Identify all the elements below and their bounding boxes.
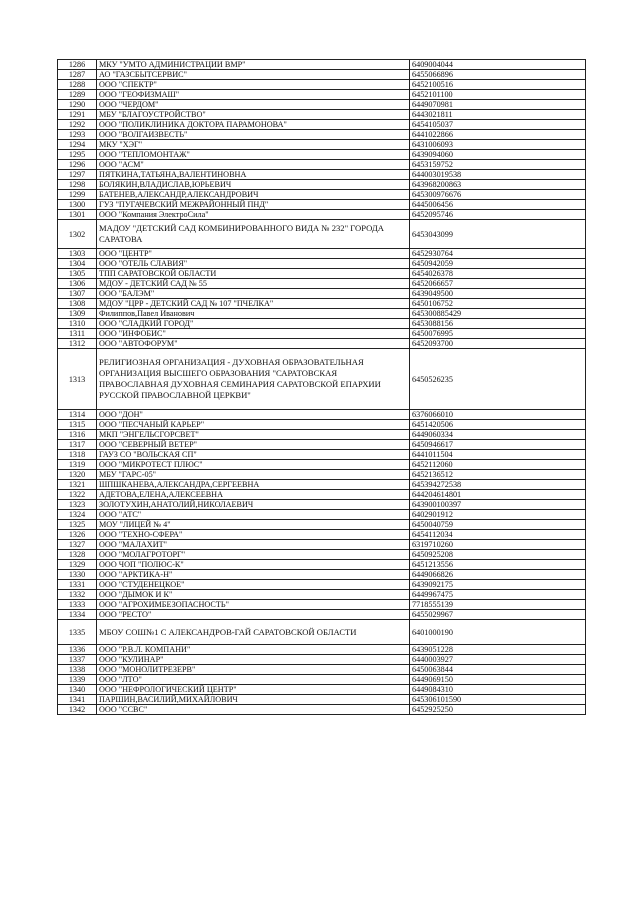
inn-cell: 7718555139 [410, 600, 586, 610]
organization-name-cell: МКП "ЭНГЕЛЬСГОРСВЕТ" [97, 430, 410, 440]
table-row [58, 150, 586, 160]
inn-cell: 6450040759 [410, 520, 586, 530]
table-row [58, 655, 586, 665]
table-row [58, 450, 586, 460]
table-row [58, 140, 586, 150]
organization-name-cell: ООО "АТС" [97, 510, 410, 520]
organization-name-cell: МКУ "УМТО АДМИНИСТРАЦИИ ВМР" [97, 60, 410, 70]
row-number-cell: 1336 [58, 645, 97, 655]
table-row [58, 520, 586, 530]
table-row [58, 620, 586, 645]
inn-cell: 6443021811 [410, 110, 586, 120]
row-number-cell: 1316 [58, 430, 97, 440]
organization-name-cell: АО "ГАЗСБЫТСЕРВИС" [97, 70, 410, 80]
row-number-cell: 1329 [58, 560, 97, 570]
table-row [58, 259, 586, 269]
inn-cell: 6452100516 [410, 80, 586, 90]
row-number-cell: 1290 [58, 100, 97, 110]
organization-name-cell: ООО "ЛТО" [97, 675, 410, 685]
row-number-cell: 1295 [58, 150, 97, 160]
organization-name-cell: БОЛЯКИН,ВЛАДИСЛАВ,ЮРЬЕВИЧ [97, 180, 410, 190]
organization-name-cell: ООО "ГЕОФИЗМАШ" [97, 90, 410, 100]
table-row [58, 550, 586, 560]
table-row [58, 600, 586, 610]
organization-name-cell: ООО "ССВС" [97, 705, 410, 715]
registry-table [57, 59, 586, 715]
row-number-cell: 1337 [58, 655, 97, 665]
table-row [58, 500, 586, 510]
organization-name-cell: БАТЕНЕВ,АЛЕКСАНДР,АЛЕКСАНДРОВИЧ [97, 190, 410, 200]
inn-cell: 6431006093 [410, 140, 586, 150]
inn-cell: 6450106752 [410, 299, 586, 309]
inn-cell: 6452093700 [410, 339, 586, 349]
table-row [58, 130, 586, 140]
inn-cell: 6454112034 [410, 530, 586, 540]
table-row [58, 269, 586, 279]
inn-cell: 6445006456 [410, 200, 586, 210]
organization-name-cell: ООО "ДЫМОК И К" [97, 590, 410, 600]
table-row [58, 645, 586, 655]
inn-cell: 6452930764 [410, 249, 586, 259]
row-number-cell: 1324 [58, 510, 97, 520]
table-row [58, 279, 586, 289]
table-row [58, 100, 586, 110]
row-number-cell: 1319 [58, 460, 97, 470]
row-number-cell: 1313 [58, 349, 97, 410]
row-number-cell: 1322 [58, 490, 97, 500]
row-number-cell: 1292 [58, 120, 97, 130]
row-number-cell: 1339 [58, 675, 97, 685]
inn-cell: 6452112060 [410, 460, 586, 470]
table-row [58, 110, 586, 120]
row-number-cell: 1300 [58, 200, 97, 210]
inn-cell: 6450526235 [410, 349, 586, 410]
organization-name-cell: РЕЛИГИОЗНАЯ ОРГАНИЗАЦИЯ - ДУХОВНАЯ ОБРАЗОВАТЕЛЬНАЯ ОРГАНИЗАЦИЯ ВЫСШЕГО ОБРАЗОВАНИЯ "САРАТОВСКАЯ ПРАВОСЛАВНАЯ ДУХОВНАЯ СЕМИНАРИЯ САРАТОВСКОЙ ЕПАРХИИ РУССКОЙ ПРАВОСЛАВНОЙ ЦЕРКВИ" [97, 349, 410, 410]
row-number-cell: 1310 [58, 319, 97, 329]
inn-cell: 6452095746 [410, 210, 586, 220]
row-number-cell: 1308 [58, 299, 97, 309]
inn-cell: 6402901912 [410, 510, 586, 520]
registry-table-body [58, 60, 586, 715]
inn-cell: 6449084310 [410, 685, 586, 695]
row-number-cell: 1333 [58, 600, 97, 610]
inn-cell: 645300976676 [410, 190, 586, 200]
row-number-cell: 1303 [58, 249, 97, 259]
row-number-cell: 1307 [58, 289, 97, 299]
table-row [58, 665, 586, 675]
inn-cell: 6450063844 [410, 665, 586, 675]
inn-cell: 6440003927 [410, 655, 586, 665]
table-row [58, 590, 586, 600]
table-row [58, 510, 586, 520]
table-row [58, 349, 586, 410]
organization-name-cell: ООО "АГРОХИМБЕЗОПАСНОСТЬ" [97, 600, 410, 610]
row-number-cell: 1311 [58, 329, 97, 339]
organization-name-cell: ООО "ОТЕЛЬ СЛАВИЯ" [97, 259, 410, 269]
inn-cell: 6451213556 [410, 560, 586, 570]
organization-name-cell: ООО "ЦЕНТР" [97, 249, 410, 259]
inn-cell: 643900100397 [410, 500, 586, 510]
organization-name-cell: ООО "ДОН" [97, 410, 410, 420]
inn-cell: 6450925208 [410, 550, 586, 560]
table-row [58, 60, 586, 70]
row-number-cell: 1294 [58, 140, 97, 150]
organization-name-cell: ООО "Р.В.Л. КОМПАНИ" [97, 645, 410, 655]
inn-cell: 6439051228 [410, 645, 586, 655]
row-number-cell: 1342 [58, 705, 97, 715]
table-row [58, 299, 586, 309]
table-row [58, 200, 586, 210]
row-number-cell: 1312 [58, 339, 97, 349]
organization-name-cell: АДЕТОВА,ЕЛЕНА,АЛЕКСЕЕВНА [97, 490, 410, 500]
organization-name-cell: ООО "МАЛАХИТ" [97, 540, 410, 550]
row-number-cell: 1332 [58, 590, 97, 600]
table-row [58, 289, 586, 299]
organization-name-cell: Филиппов,Павел Иванович [97, 309, 410, 319]
inn-cell: 6452101100 [410, 90, 586, 100]
table-row [58, 160, 586, 170]
row-number-cell: 1330 [58, 570, 97, 580]
inn-cell: 6441011504 [410, 450, 586, 460]
table-row [58, 695, 586, 705]
table-row [58, 685, 586, 695]
organization-name-cell: ООО "ПЕСЧАНЫЙ КАРЬЕР" [97, 420, 410, 430]
organization-name-cell: ГАУЗ СО "ВОЛЬСКАЯ СП" [97, 450, 410, 460]
row-number-cell: 1335 [58, 620, 97, 645]
organization-name-cell: ООО "МИКРОТЕСТ ПЛЮС" [97, 460, 410, 470]
inn-cell: 6439092175 [410, 580, 586, 590]
organization-name-cell: ООО "СТУДЕНЕЦКОЕ" [97, 580, 410, 590]
organization-name-cell: ООО "КУЛИНАР" [97, 655, 410, 665]
inn-cell: 6449060334 [410, 430, 586, 440]
table-row [58, 470, 586, 480]
inn-cell: 6452066657 [410, 279, 586, 289]
table-row [58, 220, 586, 249]
table-row [58, 420, 586, 430]
row-number-cell: 1289 [58, 90, 97, 100]
inn-cell: 6439049500 [410, 289, 586, 299]
row-number-cell: 1320 [58, 470, 97, 480]
table-row [58, 329, 586, 339]
row-number-cell: 1288 [58, 80, 97, 90]
inn-cell: 6455066896 [410, 70, 586, 80]
organization-name-cell: ООО "ИНФОБИС" [97, 329, 410, 339]
document-page [57, 59, 585, 715]
organization-name-cell: МАДОУ "ДЕТСКИЙ САД КОМБИНИРОВАННОГО ВИДА № 232" ГОРОДА САРАТОВА [97, 220, 410, 249]
inn-cell: 645306101590 [410, 695, 586, 705]
inn-cell: 6451420506 [410, 420, 586, 430]
organization-name-cell: ООО "АРКТИКА-Н" [97, 570, 410, 580]
table-row [58, 70, 586, 80]
organization-name-cell: МБУ "БЛАГОУСТРОЙСТВО" [97, 110, 410, 120]
table-row [58, 309, 586, 319]
inn-cell: 6450076995 [410, 329, 586, 339]
organization-name-cell: ООО "ЧЕРДОМ" [97, 100, 410, 110]
inn-cell: 6450946617 [410, 440, 586, 450]
inn-cell: 6453088156 [410, 319, 586, 329]
inn-cell: 6454026378 [410, 269, 586, 279]
table-row [58, 180, 586, 190]
row-number-cell: 1309 [58, 309, 97, 319]
table-row [58, 249, 586, 259]
table-row [58, 675, 586, 685]
organization-name-cell: ООО "ТЕПЛОМОНТАЖ" [97, 150, 410, 160]
row-number-cell: 1297 [58, 170, 97, 180]
inn-cell: 6439094060 [410, 150, 586, 160]
table-row [58, 490, 586, 500]
organization-name-cell: МДОУ "ЦРР - ДЕТСКИЙ САД № 107 "ПЧЕЛКА" [97, 299, 410, 309]
inn-cell: 6449066826 [410, 570, 586, 580]
organization-name-cell: ООО "ПОЛИКЛИНИКА ДОКТОРА ПАРАМОНОВА" [97, 120, 410, 130]
table-row [58, 120, 586, 130]
organization-name-cell: ООО "АВТОФОРУМ" [97, 339, 410, 349]
row-number-cell: 1304 [58, 259, 97, 269]
organization-name-cell: ООО "СЛАДКИЙ ГОРОД" [97, 319, 410, 329]
inn-cell: 6449070981 [410, 100, 586, 110]
row-number-cell: 1315 [58, 420, 97, 430]
organization-name-cell: ООО "СПЕКТР" [97, 80, 410, 90]
inn-cell: 644003019538 [410, 170, 586, 180]
row-number-cell: 1286 [58, 60, 97, 70]
table-row [58, 170, 586, 180]
inn-cell: 645300885429 [410, 309, 586, 319]
organization-name-cell: МБУ "ГАРС-05" [97, 470, 410, 480]
table-row [58, 530, 586, 540]
organization-name-cell: ООО "МОЛАГРОТОРГ" [97, 550, 410, 560]
inn-cell: 6449069150 [410, 675, 586, 685]
organization-name-cell: ООО "РЕСТО" [97, 610, 410, 620]
table-row [58, 90, 586, 100]
row-number-cell: 1291 [58, 110, 97, 120]
inn-cell: 6441022866 [410, 130, 586, 140]
row-number-cell: 1321 [58, 480, 97, 490]
row-number-cell: 1305 [58, 269, 97, 279]
row-number-cell: 1317 [58, 440, 97, 450]
row-number-cell: 1325 [58, 520, 97, 530]
row-number-cell: 1328 [58, 550, 97, 560]
table-row [58, 705, 586, 715]
inn-cell: 644204614801 [410, 490, 586, 500]
row-number-cell: 1341 [58, 695, 97, 705]
table-row [58, 480, 586, 490]
row-number-cell: 1340 [58, 685, 97, 695]
row-number-cell: 1326 [58, 530, 97, 540]
organization-name-cell: ООО "БАЛЭМ" [97, 289, 410, 299]
table-row [58, 80, 586, 90]
organization-name-cell: МБОУ СОШ№1 С АЛЕКСАНДРОВ-ГАЙ САРАТОВСКОЙ ОБЛАСТИ [97, 620, 410, 645]
inn-cell: 6455029967 [410, 610, 586, 620]
inn-cell: 6409004044 [410, 60, 586, 70]
row-number-cell: 1338 [58, 665, 97, 675]
organization-name-cell: ПЯТКИНА,ТАТЬЯНА,ВАЛЕНТИНОВНА [97, 170, 410, 180]
organization-name-cell: ЗОЛОТУХИН,АНАТОЛИЙ,НИКОЛАЕВИЧ [97, 500, 410, 510]
inn-cell: 6449967475 [410, 590, 586, 600]
organization-name-cell: ООО "ТЕХНО-СФЕРА" [97, 530, 410, 540]
table-row [58, 540, 586, 550]
inn-cell: 6401000190 [410, 620, 586, 645]
table-row [58, 560, 586, 570]
table-row [58, 410, 586, 420]
row-number-cell: 1302 [58, 220, 97, 249]
inn-cell: 6453159752 [410, 160, 586, 170]
row-number-cell: 1306 [58, 279, 97, 289]
row-number-cell: 1331 [58, 580, 97, 590]
organization-name-cell: МОУ "ЛИЦЕЙ № 4" [97, 520, 410, 530]
row-number-cell: 1296 [58, 160, 97, 170]
inn-cell: 6376066010 [410, 410, 586, 420]
organization-name-cell: ГУЗ "ПУГАЧЕВСКИЙ МЕЖРАЙОННЫЙ ПНД" [97, 200, 410, 210]
row-number-cell: 1318 [58, 450, 97, 460]
organization-name-cell: МДОУ - ДЕТСКИЙ САД № 55 [97, 279, 410, 289]
inn-cell: 6452925250 [410, 705, 586, 715]
inn-cell: 6453043099 [410, 220, 586, 249]
organization-name-cell: ТПП САРАТОВСКОЙ ОБЛАСТИ [97, 269, 410, 279]
organization-name-cell: ПАРШИН,ВАСИЛИЙ,МИХАЙЛОВИЧ [97, 695, 410, 705]
organization-name-cell: ООО ЧОП "ПОЛЮС-К" [97, 560, 410, 570]
organization-name-cell: ООО "СЕВЕРНЫЙ ВЕТЕР" [97, 440, 410, 450]
row-number-cell: 1323 [58, 500, 97, 510]
table-row [58, 339, 586, 349]
row-number-cell: 1327 [58, 540, 97, 550]
organization-name-cell: ООО "АСМ" [97, 160, 410, 170]
inn-cell: 6452136512 [410, 470, 586, 480]
table-row [58, 570, 586, 580]
table-row [58, 460, 586, 470]
organization-name-cell: ООО "ВОЛГАИЗВЕСТЬ" [97, 130, 410, 140]
row-number-cell: 1287 [58, 70, 97, 80]
inn-cell: 6450942059 [410, 259, 586, 269]
row-number-cell: 1298 [58, 180, 97, 190]
organization-name-cell: ШПШКАНЕВА,АЛЕКСАНДРА,СЕРГЕЕВНА [97, 480, 410, 490]
table-row [58, 580, 586, 590]
table-row [58, 610, 586, 620]
row-number-cell: 1314 [58, 410, 97, 420]
table-row [58, 440, 586, 450]
organization-name-cell: ООО "Компания ЭлектроСила" [97, 210, 410, 220]
row-number-cell: 1334 [58, 610, 97, 620]
organization-name-cell: ООО "НЕФРОЛОГИЧЕСКИЙ ЦЕНТР" [97, 685, 410, 695]
inn-cell: 645394272538 [410, 480, 586, 490]
inn-cell: 6454105037 [410, 120, 586, 130]
organization-name-cell: ООО "МОНОЛИТРЕЗЕРВ" [97, 665, 410, 675]
table-row [58, 190, 586, 200]
table-row [58, 210, 586, 220]
row-number-cell: 1293 [58, 130, 97, 140]
inn-cell: 643968200863 [410, 180, 586, 190]
organization-name-cell: МКУ "ХЭГ" [97, 140, 410, 150]
inn-cell: 6319710260 [410, 540, 586, 550]
table-row [58, 430, 586, 440]
row-number-cell: 1299 [58, 190, 97, 200]
row-number-cell: 1301 [58, 210, 97, 220]
table-row [58, 319, 586, 329]
